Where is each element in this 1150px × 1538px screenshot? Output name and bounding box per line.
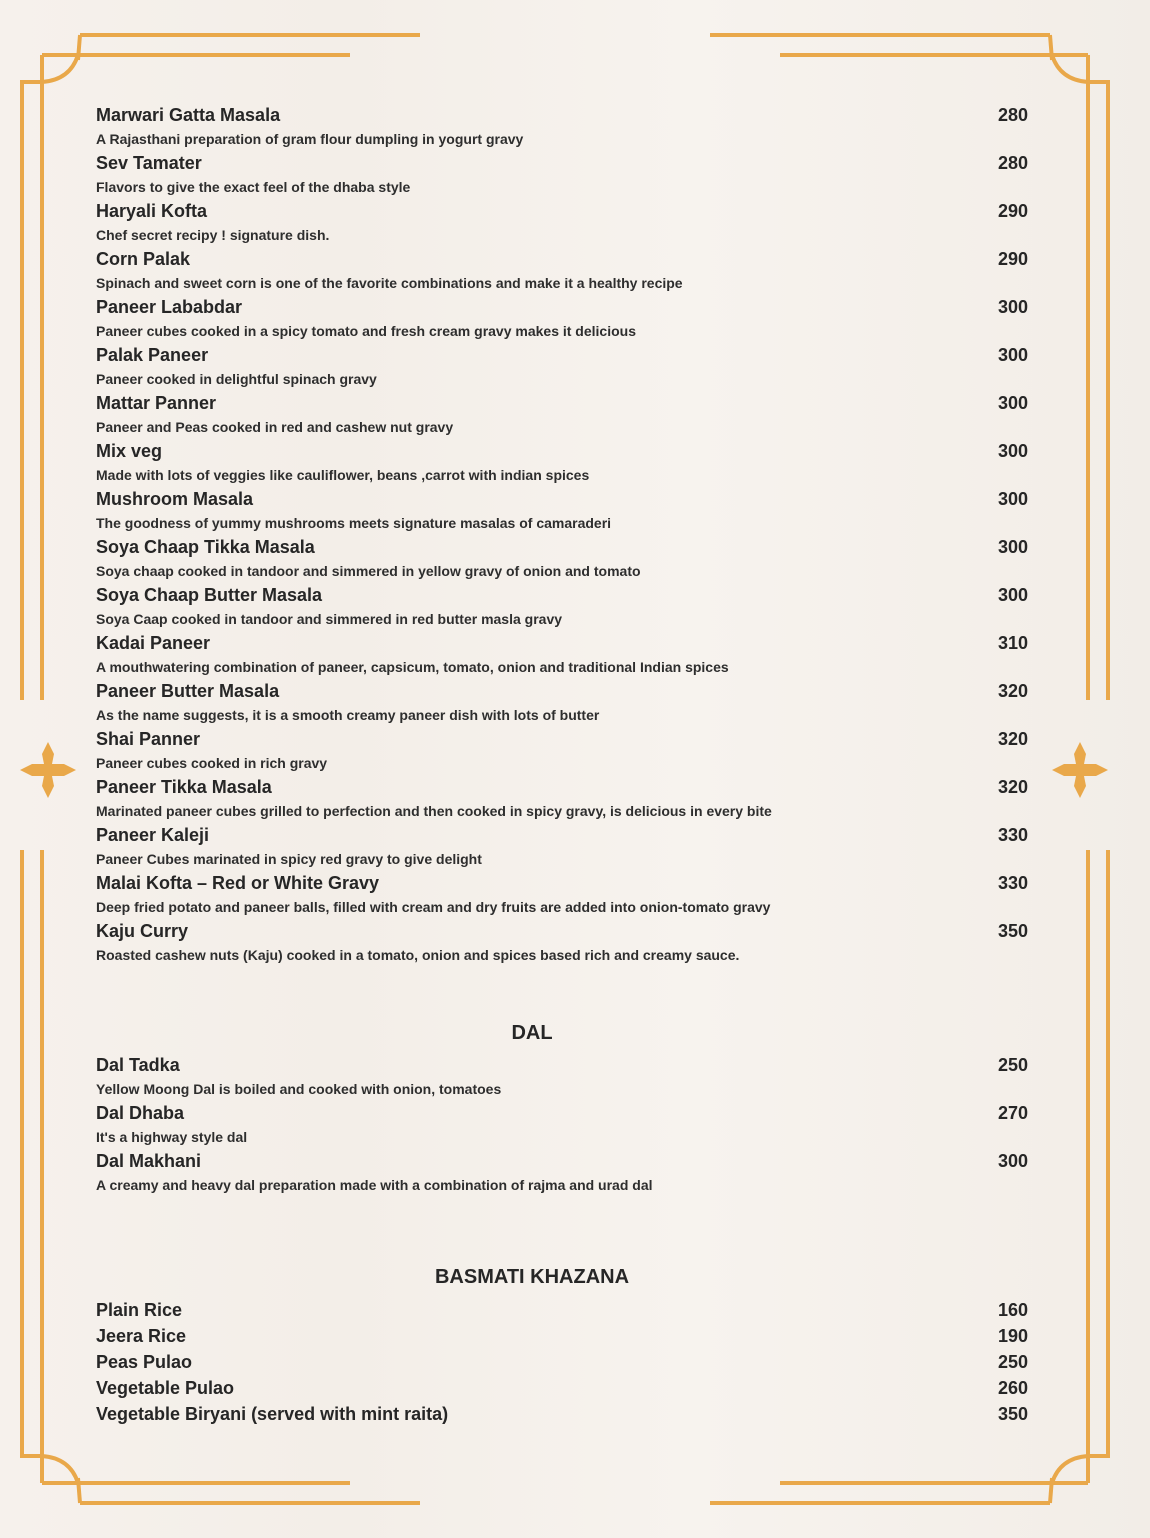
menu-item [96,439,1028,487]
item-price: 190 [997,1326,1028,1346]
item-price: 320 [997,729,1028,749]
item-name: Paneer Butter Masala [96,681,280,701]
menu-item [96,391,1028,439]
menu-item [96,151,1028,199]
item-description: Deep fried potato and paneer balls, filled with cream and dry fruits are added into onion-tomato gravy [96,899,771,915]
item-description: Made with lots of veggies like cauliflower, beans ,carrot with indian spices [96,467,590,483]
item-price: 350 [997,921,1028,941]
item-name: Paneer Tikka Masala [96,777,272,797]
menu-item [96,583,1028,631]
menu-item [96,919,1028,967]
menu-item [96,199,1028,247]
item-name: Mix veg [96,441,163,461]
item-price: 330 [997,873,1028,893]
item-description: The goodness of yummy mushrooms meets signature masalas of camaraderi [96,515,612,531]
item-description: Soya Caap cooked in tandoor and simmered in red butter masla gravy [96,611,563,627]
menu-item [96,1149,1028,1197]
item-name: Paneer Kaleji [96,825,210,845]
item-description: As the name suggests, it is a smooth creamy paneer dish with lots of butter [96,707,600,723]
item-description: Paneer and Peas cooked in red and cashew nut gravy [96,419,454,435]
menu-item [96,1375,1028,1401]
item-description: A creamy and heavy dal preparation made with a combination of rajma and urad dal [96,1177,653,1193]
item-price: 280 [997,105,1028,125]
menu-item [96,535,1028,583]
item-price: 260 [997,1378,1028,1398]
spacer [96,1197,1028,1257]
item-price: 310 [997,633,1028,653]
item-name: Corn Palak [96,249,191,269]
item-name: Soya Chaap Tikka Masala [96,537,315,557]
item-description: Paneer cubes cooked in a spicy tomato and fresh cream gravy makes it delicious [96,323,636,339]
menu-item [96,727,1028,775]
item-name: Marwari Gatta Masala [96,105,281,125]
item-name: Palak Paneer [96,345,209,365]
spacer [96,967,1028,1013]
item-name: Jeera Rice [96,1326,187,1346]
item-name: Plain Rice [96,1300,183,1320]
item-description: Marinated paneer cubes grilled to perfection and then cooked in spicy gravy, is delicious in every bite [96,803,772,819]
section-heading: DAL [511,1022,553,1044]
menu-item [96,1401,1028,1427]
menu-item [96,295,1028,343]
item-name: Haryali Kofta [96,201,208,221]
menu-item [96,247,1028,295]
item-price: 300 [997,585,1028,605]
menu-item [96,1297,1028,1323]
item-name: Dal Makhani [96,1151,202,1171]
item-name: Sev Tamater [96,153,202,173]
menu-item [96,1101,1028,1149]
menu-item [96,487,1028,535]
item-description: A mouthwatering combination of paneer, capsicum, tomato, onion and traditional Indian spices [96,659,729,675]
item-name: Mushroom Masala [96,489,254,509]
item-description: A Rajasthani preparation of gram flour dumpling in yogurt gravy [96,131,524,147]
item-description: Soya chaap cooked in tandoor and simmered in yellow gravy of onion and tomato [96,563,641,579]
item-name: Dal Tadka [96,1055,180,1075]
menu-item [96,631,1028,679]
item-name: Soya Chaap Butter Masala [96,585,323,605]
item-description: Chef secret recipy ! signature dish. [96,227,330,243]
item-price: 300 [997,297,1028,317]
item-name: Malai Kofta – Red or White Gravy [96,873,380,893]
menu-item [96,775,1028,823]
item-description: Paneer cubes cooked in rich gravy [96,755,328,771]
item-price: 320 [997,681,1028,701]
item-name: Vegetable Biryani (served with mint raita) [96,1404,449,1424]
item-price: 290 [997,201,1028,221]
item-price: 280 [997,153,1028,173]
menu-item [96,823,1028,871]
item-description: Roasted cashew nuts (Kaju) cooked in a tomato, onion and spices based rich and creamy sauce. [96,947,740,963]
item-price: 270 [997,1103,1028,1123]
menu-item [96,871,1028,919]
item-name: Peas Pulao [96,1352,193,1372]
menu-item [96,103,1028,151]
menu-item [96,1349,1028,1375]
item-description: It's a highway style dal [96,1129,248,1145]
item-name: Dal Dhaba [96,1103,185,1123]
item-description: Paneer cooked in delightful spinach gravy [96,371,377,387]
item-price: 300 [997,1151,1028,1171]
item-description: Flavors to give the exact feel of the dhaba style [96,179,411,195]
item-description: Spinach and sweet corn is one of the favorite combinations and make it a healthy recipe [96,275,683,291]
item-price: 300 [997,393,1028,413]
item-price: 300 [997,441,1028,461]
item-name: Shai Panner [96,729,201,749]
item-description: Yellow Moong Dal is boiled and cooked with onion, tomatoes [96,1081,502,1097]
item-price: 320 [997,777,1028,797]
item-name: Mattar Panner [96,393,217,413]
item-price: 290 [997,249,1028,269]
item-price: 300 [997,345,1028,365]
menu-item [96,1053,1028,1101]
section-heading: BASMATI KHAZANA [434,1266,630,1288]
item-price: 250 [997,1352,1028,1372]
item-name: Kadai Paneer [96,633,211,653]
item-price: 300 [997,489,1028,509]
menu-item [96,679,1028,727]
item-name: Kaju Curry [96,921,189,941]
item-description: Paneer Cubes marinated in spicy red gravy to give delight [96,851,482,867]
item-name: Paneer Lababdar [96,297,243,317]
item-price: 160 [997,1300,1028,1320]
item-name: Vegetable Pulao [96,1378,235,1398]
item-price: 300 [997,537,1028,557]
menu-list [96,103,1028,1427]
item-price: 250 [997,1055,1028,1075]
item-price: 350 [997,1404,1028,1424]
item-price: 330 [997,825,1028,845]
menu-item [96,1323,1028,1349]
menu-item [96,343,1028,391]
